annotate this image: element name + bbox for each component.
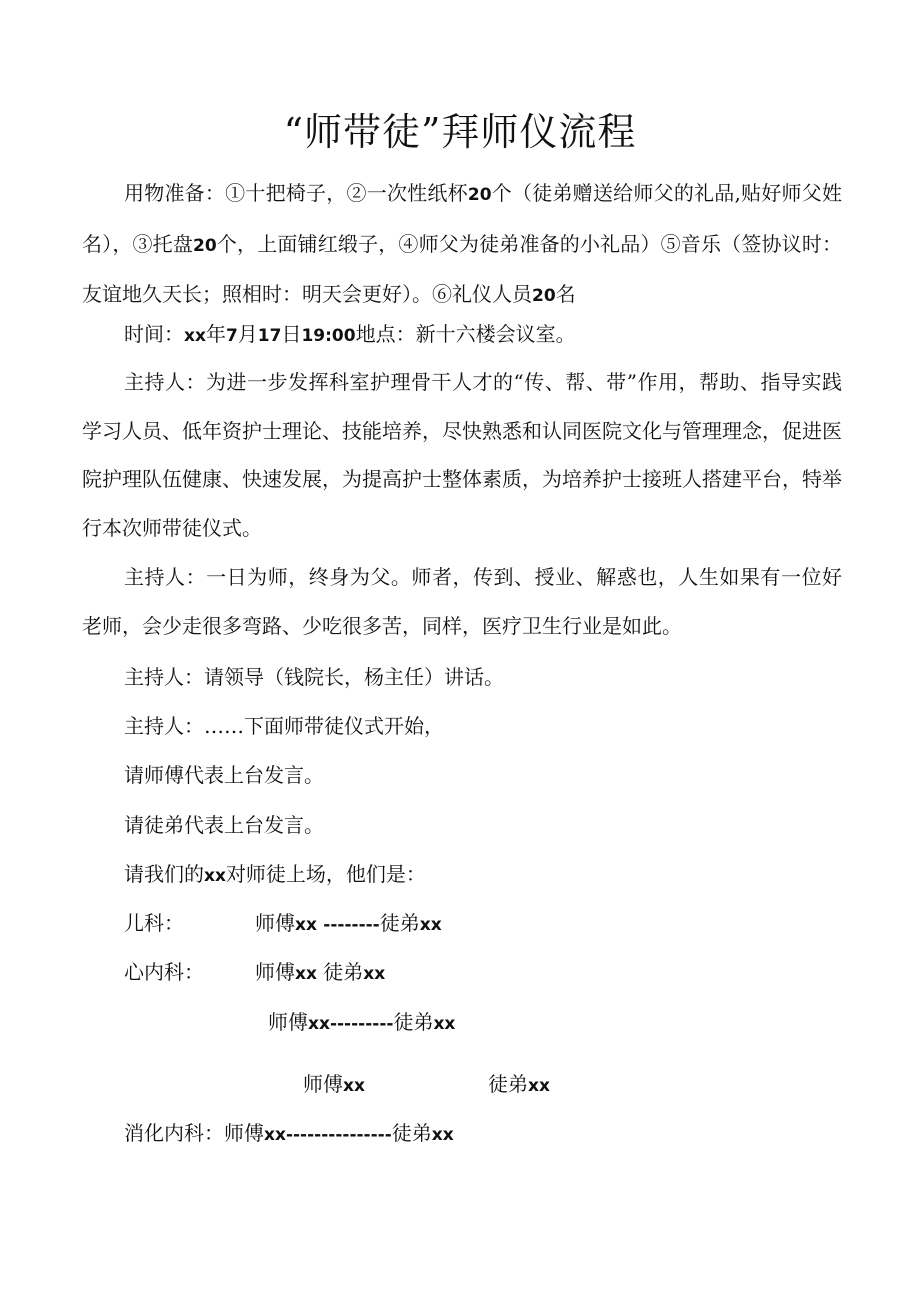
gastro-master-name: xx xyxy=(264,1125,286,1145)
pair-row-3 xyxy=(268,1007,455,1039)
gastro-pair xyxy=(124,1118,454,1150)
time-month: 7 xyxy=(225,326,238,346)
cardio-dept: 心内科： xyxy=(124,960,204,984)
time-year-label: 年 xyxy=(205,322,226,346)
materials-text-4: 名 xyxy=(555,282,576,306)
pediatrics-master-label: 师傅 xyxy=(255,911,295,935)
row3-dash: --------- xyxy=(329,1014,394,1034)
time-day: 17 xyxy=(257,326,282,346)
pediatrics-apprentice-name: xx xyxy=(419,915,442,935)
row4-apprentice-label: 徒弟 xyxy=(488,1072,528,1096)
materials-paragraph xyxy=(82,169,842,321)
materials-text-3: 个，上面铺红缎子，④师父为徒弟准备的小礼品）⑤音乐（签协议时：友谊地久天长；照相时：明天会更好）。⑥礼仪人员 xyxy=(82,231,843,306)
pairs-intro-count: xx xyxy=(204,866,226,886)
row4-master-label: 师傅 xyxy=(303,1072,343,1096)
document-title: “师带徒”拜师仪流程 xyxy=(283,110,637,154)
time-label: 时间： xyxy=(124,322,184,346)
materials-text-2: 个（徒弟赠送给师父的礼品,贴好师父姓名），③托盘 xyxy=(82,181,843,256)
pairs-intro-pre: 请我们的 xyxy=(124,862,204,886)
materials-number-3: 20 xyxy=(532,286,556,306)
host-quote-paragraph: 主持人：一日为师，终身为父。师者，传到、授业、解惑也，人生如果有一位好老师，会少走很多弯路、少吃很多苦，同样，医疗卫生行业是如此。 xyxy=(82,565,842,638)
row3-apprentice-name: xx xyxy=(433,1014,456,1034)
time-year: xx xyxy=(184,326,206,346)
row4-apprentice-name: xx xyxy=(528,1076,550,1096)
row3-master-label: 师傅 xyxy=(268,1010,308,1034)
row4-master-name: xx xyxy=(343,1076,365,1096)
time-day-label: 日 xyxy=(281,322,302,346)
materials-number-2: 20 xyxy=(193,235,217,256)
gastro-apprentice-label: 徒弟 xyxy=(391,1121,432,1145)
pairs-intro-line xyxy=(124,859,426,891)
row4-master xyxy=(303,1069,365,1101)
place-text: 地点：新十六楼会议室。 xyxy=(355,322,576,346)
pediatrics-pair xyxy=(255,908,442,940)
time-month-label: 月 xyxy=(237,322,258,346)
cardio-master-label: 师傅 xyxy=(255,960,295,984)
cardio-pair xyxy=(255,957,385,989)
apprentice-speech-line: 请徒弟代表上台发言。 xyxy=(124,813,324,837)
host-intro-paragraph: 主持人：为进一步发挥科室护理骨干人才的“传、帮、带”作用，帮助、指导实践学习人员、低年资护士理论、技能培养，尽快熟悉和认同医院文化与管理理念，促进医院护理队伍健康、快速发展，为提高护士整体素质，为培养护士接班人搭建平台，特举行本次师带徒仪式。 xyxy=(82,370,842,540)
pediatrics-dept: 儿科： xyxy=(124,911,184,935)
master-speech-line: 请师傅代表上台发言。 xyxy=(124,763,324,787)
time-place-paragraph xyxy=(82,310,842,361)
cardio-apprentice-name: xx xyxy=(363,964,386,984)
gastro-apprentice-name: xx xyxy=(431,1125,454,1145)
host-leader-line: 主持人：请领导（钱院长，杨主任）讲话。 xyxy=(124,665,504,689)
time-clock: 19:00 xyxy=(301,326,356,346)
cardio-master-name: xx xyxy=(295,964,317,984)
row4-apprentice xyxy=(488,1069,550,1101)
gastro-dept: 消化内科： xyxy=(124,1121,224,1145)
row3-master-name: xx xyxy=(308,1014,330,1034)
row3-apprentice-label: 徒弟 xyxy=(393,1010,434,1034)
gastro-dash: --------------- xyxy=(285,1125,392,1145)
pediatrics-master-name: xx xyxy=(295,915,317,935)
pairs-intro-post: 对师徒上场，他们是： xyxy=(225,862,426,886)
gastro-master-label: 师傅 xyxy=(224,1121,264,1145)
pediatrics-dash: -------- xyxy=(323,915,380,935)
cardio-apprentice-label: 徒弟 xyxy=(323,960,364,984)
materials-number-1: 20 xyxy=(467,185,492,205)
pediatrics-apprentice-label: 徒弟 xyxy=(379,911,420,935)
materials-text-1: 用物准备：①十把椅子，②一次性纸杯 xyxy=(124,181,468,205)
host-start-line: 主持人：……下面师带徒仪式开始， xyxy=(124,714,444,738)
